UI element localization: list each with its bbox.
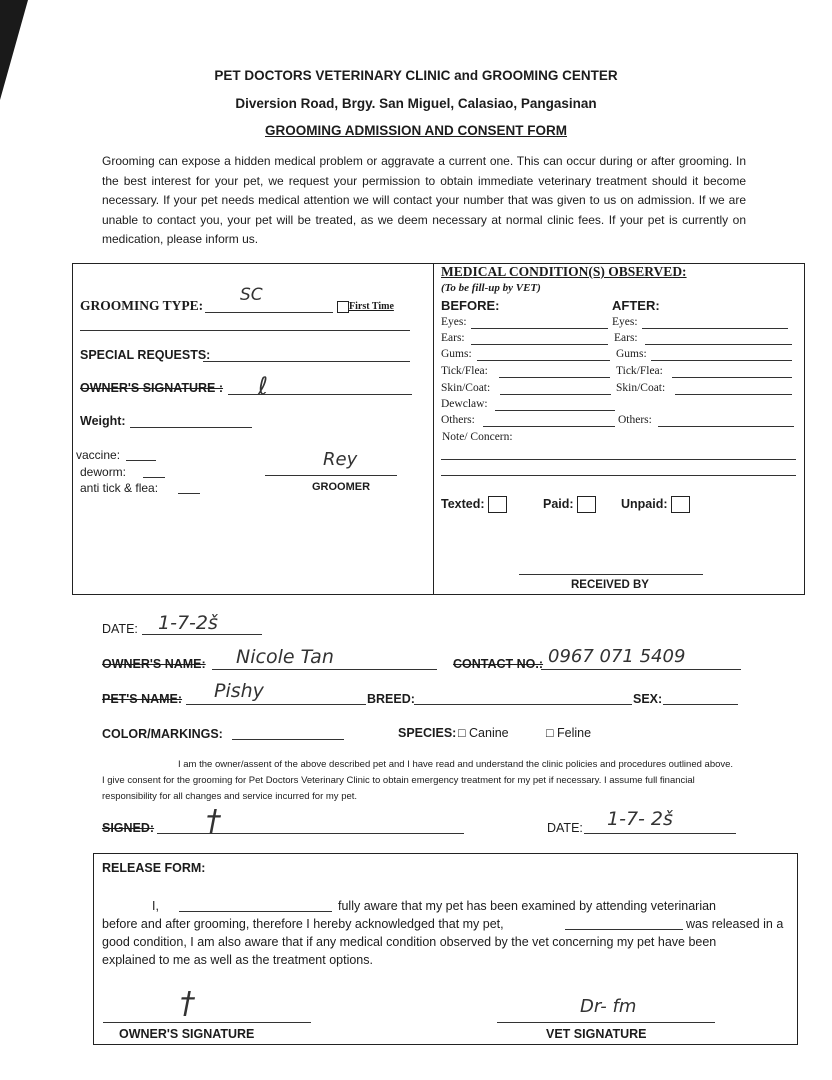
release-line-1a: I, xyxy=(152,899,159,913)
owner-name-line[interactable] xyxy=(212,669,437,670)
release-form-title: RELEASE FORM: xyxy=(102,861,206,875)
color-markings-label: COLOR/MARKINGS: xyxy=(102,727,223,741)
consent-line-3: responsibility for all changes and service incurred for my pet. xyxy=(102,791,358,802)
before-gums-label: Gums: xyxy=(441,348,472,360)
after-others-line[interactable] xyxy=(658,426,794,427)
paid-checkbox[interactable] xyxy=(577,496,596,513)
before-ears-line[interactable] xyxy=(471,344,608,345)
before-others-label: Others: xyxy=(441,414,475,426)
vaccine-line[interactable] xyxy=(126,460,156,461)
before-dewclaw-line[interactable] xyxy=(495,410,615,411)
medical-subtitle: (To be fill-up by VET) xyxy=(441,282,541,294)
after-tickflea-line[interactable] xyxy=(672,377,792,378)
intro-paragraph: Grooming can expose a hidden medical problem or aggravate a current one. This can occur during or after grooming. In the best interest for your pet, we request your permission to obtain immediate veterinary treatment should it become necessary. If your pet needs medical attention we will contact your number that was given to us on admission. If we are unable to contact you, your pet will be treated, as we deem necessary at normal clinic fees. If your pet is currently on medication, please inform us. xyxy=(102,154,746,247)
date-label: DATE: xyxy=(102,622,138,636)
antitick-label: anti tick & flea: xyxy=(80,481,159,495)
note-line-2[interactable] xyxy=(441,475,796,476)
release-form-box xyxy=(93,853,798,1045)
before-ears-label: Ears: xyxy=(441,332,465,344)
first-time-label: First Time xyxy=(349,301,394,312)
weight-line[interactable] xyxy=(130,427,252,428)
vet-sig-value: Dr- fm xyxy=(580,996,637,1017)
release-line-4: explained to me as well as the treatment options. xyxy=(102,953,373,967)
pet-name-label: PET'S NAME: xyxy=(102,692,183,706)
texted-checkbox[interactable] xyxy=(488,496,507,513)
after-eyes-label: Eyes: xyxy=(612,316,638,328)
consent-line-2: I give consent for the grooming for Pet Doctors Veterinary Clinic to obtain emergency treatment for my pet if necessary. I assume full financial xyxy=(102,775,695,786)
paid-label: Paid: xyxy=(543,496,574,511)
texted-label: Texted: xyxy=(441,496,485,511)
grooming-extra-line xyxy=(80,330,410,331)
groomer-line[interactable] xyxy=(265,475,397,476)
release-line-3: good condition, I am also aware that if any medical condition observed by the vet concerning my pet have been xyxy=(102,935,717,949)
before-eyes-line[interactable] xyxy=(471,328,608,329)
sex-line[interactable] xyxy=(663,704,738,705)
signed-mark: † xyxy=(206,804,221,839)
vaccine-label: vaccine: xyxy=(76,448,121,462)
note-concern-label: Note/ Concern: xyxy=(442,431,513,443)
owner-signature-mark: ℓ xyxy=(258,372,268,400)
before-others-line[interactable] xyxy=(483,426,615,427)
note-line-1[interactable] xyxy=(441,459,796,460)
feline-option[interactable]: □ Feline xyxy=(546,726,592,740)
release-owner-sig-label: OWNER'S SIGNATURE xyxy=(119,1027,255,1041)
breed-line[interactable] xyxy=(414,704,632,705)
weight-label: Weight: xyxy=(80,414,126,428)
signed-label: SIGNED: xyxy=(102,821,155,835)
received-by-line[interactable] xyxy=(519,574,703,575)
scan-corner-shadow xyxy=(0,0,28,100)
special-requests-line[interactable] xyxy=(203,361,410,362)
release-line-1b: fully aware that my pet has been examined by attending veterinarian xyxy=(338,899,717,913)
canine-option[interactable]: □ Canine xyxy=(458,726,509,740)
deworm-label: deworm: xyxy=(80,465,127,479)
release-line-2a: before and after grooming, therefore I hereby acknowledged that my pet, xyxy=(102,917,504,931)
unpaid-label: Unpaid: xyxy=(621,496,668,511)
clinic-address: Diversion Road, Brgy. San Miguel, Calasiao, Pangasinan xyxy=(235,96,597,111)
special-requests-label: SPECIAL REQUESTS: xyxy=(80,348,211,362)
grooming-type-value[interactable]: SC xyxy=(240,285,263,305)
received-by-label: RECEIVED BY xyxy=(571,579,649,591)
after-eyes-line[interactable] xyxy=(642,328,788,329)
color-markings-line[interactable] xyxy=(232,739,344,740)
grooming-type-label: GROOMING TYPE: xyxy=(80,298,204,313)
unpaid-checkbox[interactable] xyxy=(671,496,690,513)
date-line[interactable] xyxy=(142,634,262,635)
unpaid-option[interactable] xyxy=(621,496,690,513)
after-skincoat-line[interactable] xyxy=(675,394,792,395)
consent-line-1: I am the owner/assent of the above described pet and I have read and understand the clinic policies and procedures outlined above. xyxy=(178,759,734,770)
paid-option[interactable] xyxy=(543,496,596,513)
date-value: 1-7-2š xyxy=(158,612,218,634)
before-tickflea-line[interactable] xyxy=(499,377,610,378)
before-skincoat-line[interactable] xyxy=(500,394,611,395)
vet-sig-line[interactable] xyxy=(497,1022,715,1023)
consent-date-value: 1-7- 2š xyxy=(607,808,673,830)
groomer-label: GROOMER xyxy=(312,481,371,493)
contact-value: 0967 071 5409 xyxy=(548,646,686,667)
medical-title: MEDICAL CONDITION(S) OBSERVED: xyxy=(441,264,687,279)
signed-line[interactable] xyxy=(157,833,464,834)
owner-signature-line[interactable] xyxy=(228,394,412,395)
owner-signature-label: OWNER'S SIGNATURE : xyxy=(80,381,224,395)
antitick-line[interactable] xyxy=(178,493,200,494)
groomer-signature: Rey xyxy=(323,449,358,470)
sex-label: SEX: xyxy=(633,692,663,706)
column-divider xyxy=(433,263,434,595)
release-line-2b: was released in a xyxy=(686,917,784,931)
release-owner-name-line[interactable] xyxy=(179,911,332,912)
breed-label: BREED: xyxy=(367,692,415,706)
vet-sig-label: VET SIGNATURE xyxy=(546,1027,647,1041)
after-ears-label: Ears: xyxy=(614,332,638,344)
form-title: GROOMING ADMISSION AND CONSENT FORM xyxy=(265,123,567,138)
before-dewclaw-label: Dewclaw: xyxy=(441,398,488,410)
species-label: SPECIES: xyxy=(398,726,457,740)
clinic-name: PET DOCTORS VETERINARY CLINIC and GROOMING CENTER xyxy=(214,68,618,83)
before-eyes-label: Eyes: xyxy=(441,316,467,328)
contact-line[interactable] xyxy=(541,669,741,670)
before-label: BEFORE: xyxy=(441,298,500,313)
first-time-checkbox[interactable] xyxy=(337,301,349,313)
after-tickflea-label: Tick/Flea: xyxy=(616,365,663,377)
after-skincoat-label: Skin/Coat: xyxy=(616,382,666,394)
owner-name-label: OWNER'S NAME: xyxy=(102,657,206,671)
after-others-label: Others: xyxy=(618,414,652,426)
before-skincoat-label: Skin/Coat: xyxy=(441,382,491,394)
before-gums-line[interactable] xyxy=(477,360,610,361)
release-pet-name-line[interactable] xyxy=(565,929,683,930)
consent-date-line[interactable] xyxy=(584,833,736,834)
owner-name-value: Nicole Tan xyxy=(236,646,334,668)
pet-name-line[interactable] xyxy=(186,704,366,705)
after-gums-label: Gums: xyxy=(616,348,647,360)
release-owner-sig-line[interactable] xyxy=(103,1022,311,1023)
pet-name-value: Pishy xyxy=(214,680,264,702)
after-ears-line[interactable] xyxy=(645,344,792,345)
after-gums-line[interactable] xyxy=(651,360,792,361)
deworm-line[interactable] xyxy=(143,477,165,478)
release-owner-sig-mark: † xyxy=(180,986,195,1021)
texted-option[interactable] xyxy=(441,496,507,513)
consent-date-label: DATE: xyxy=(547,821,583,835)
after-label: AFTER: xyxy=(612,298,660,313)
grooming-type-line xyxy=(205,312,333,313)
contact-label: CONTACT NO.: xyxy=(453,657,544,671)
before-tickflea-label: Tick/Flea: xyxy=(441,365,488,377)
